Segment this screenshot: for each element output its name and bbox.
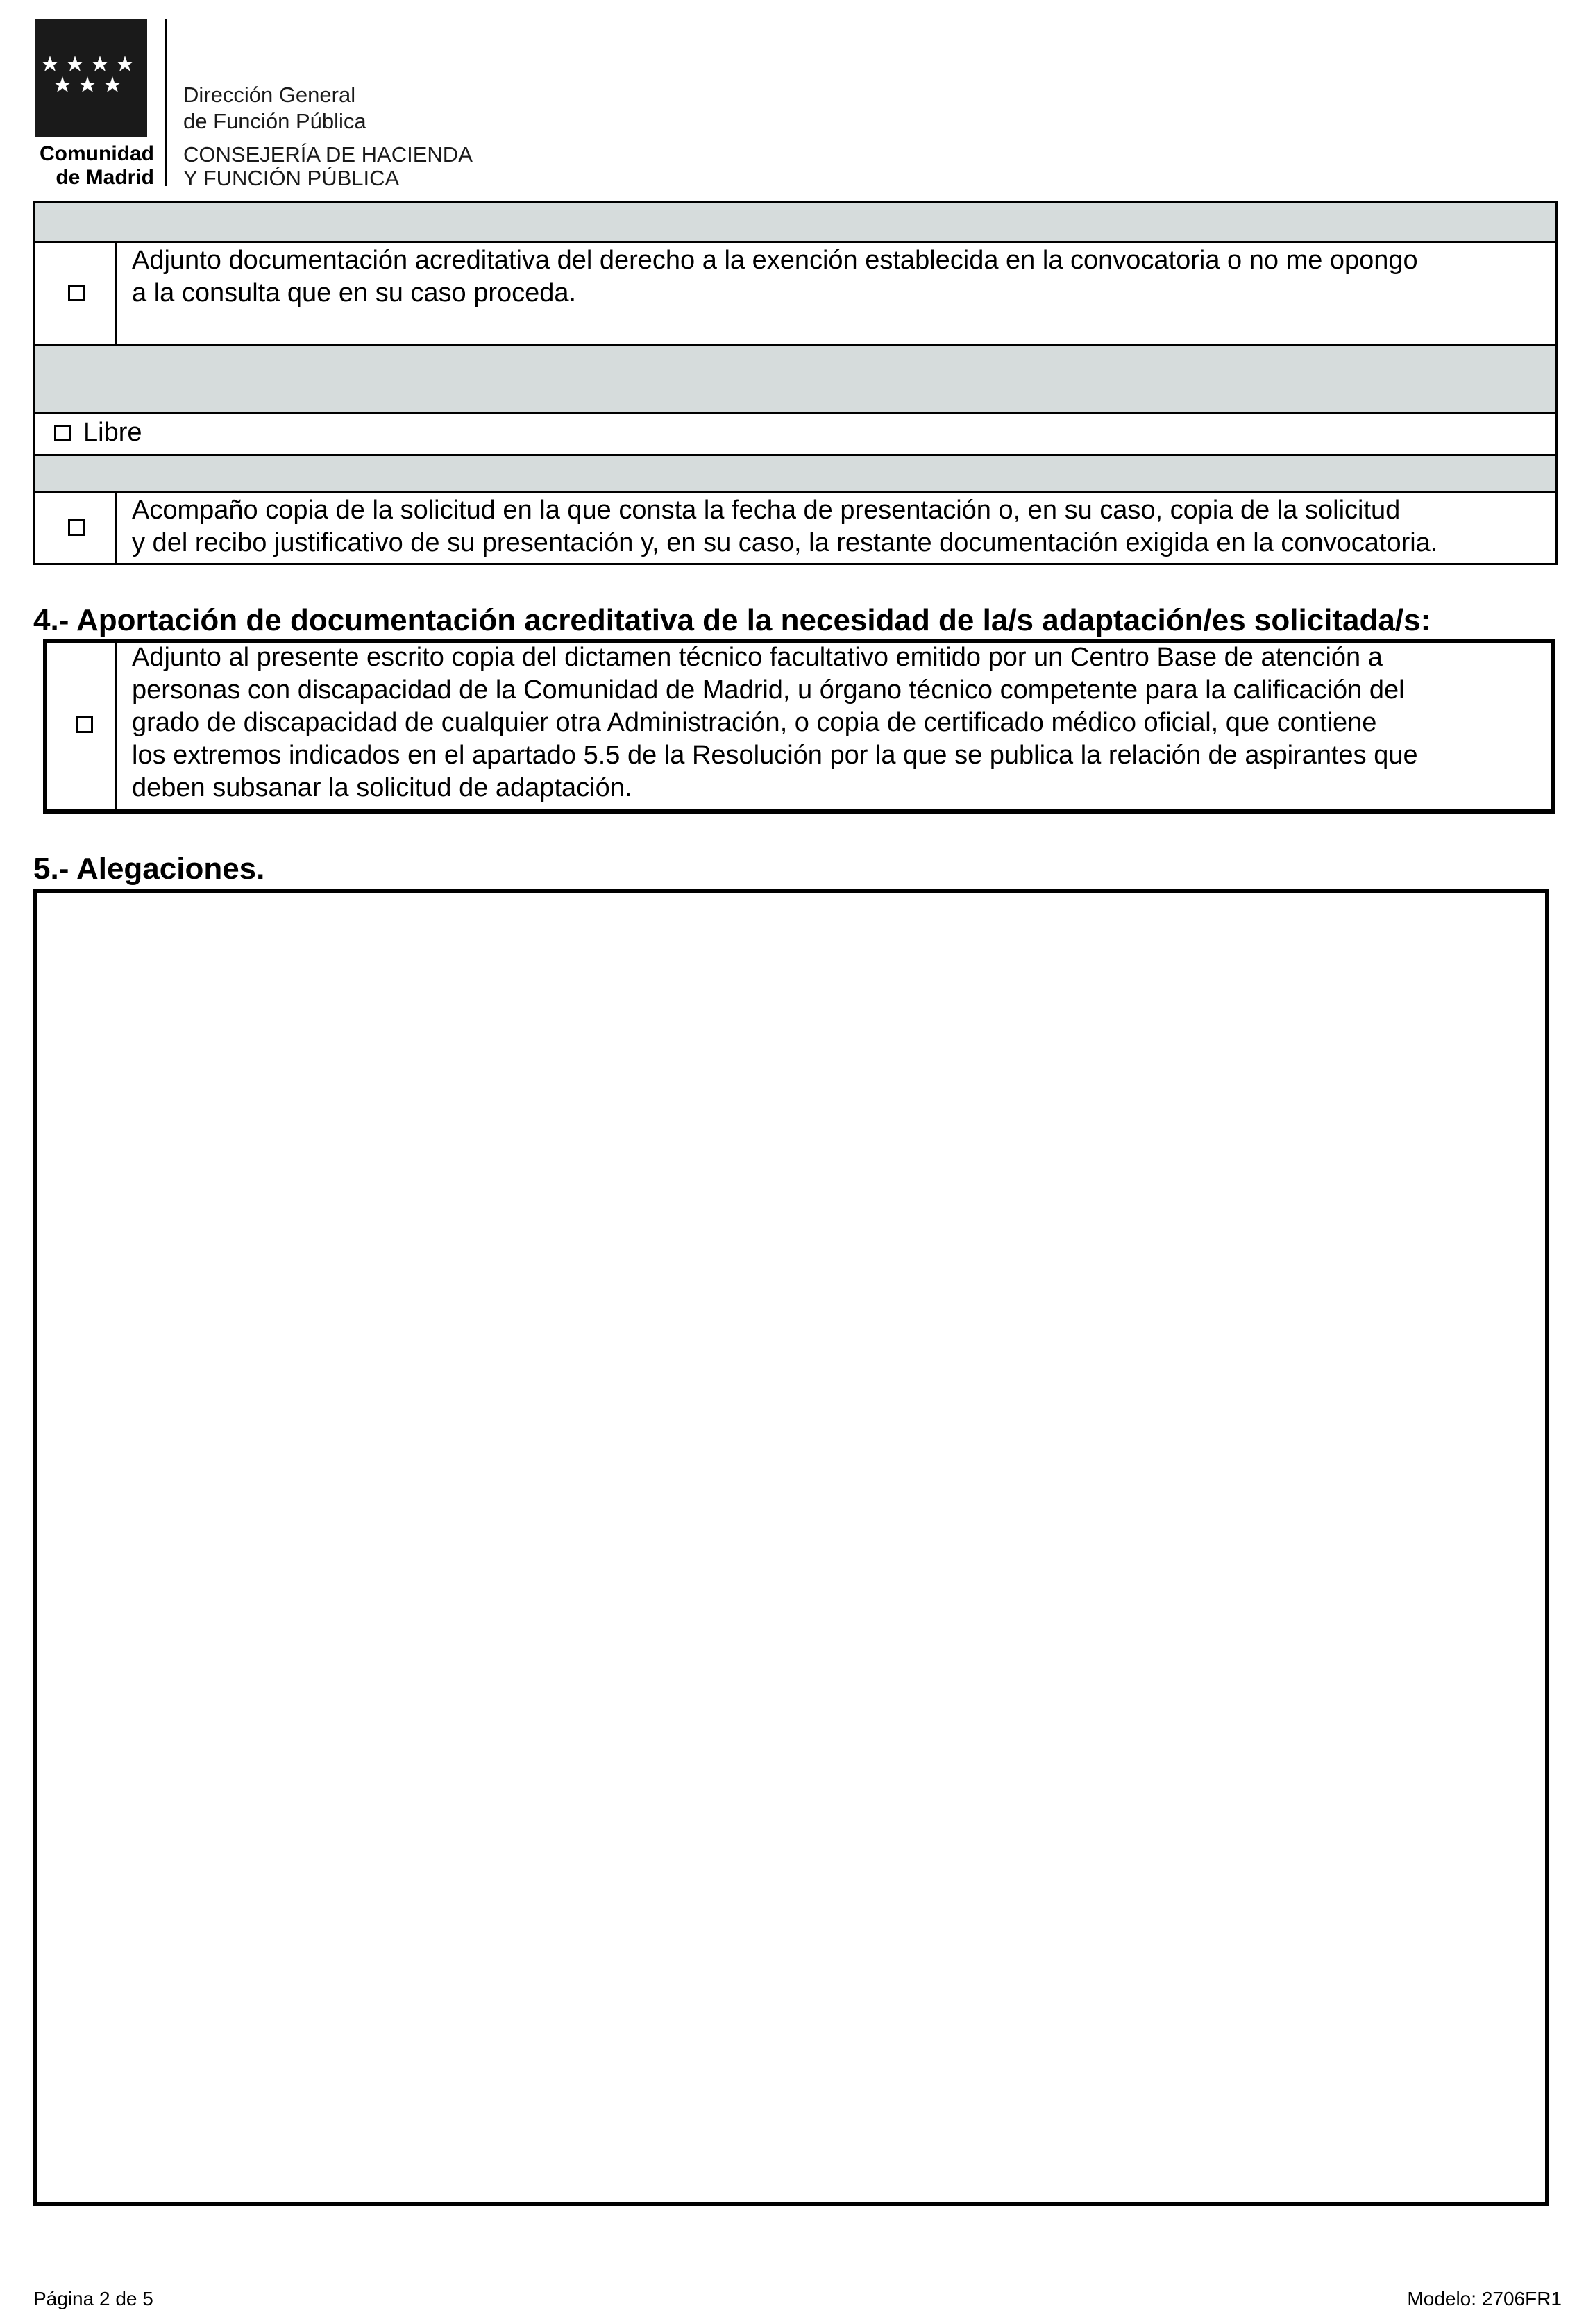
divider (35, 491, 1555, 493)
page-number: Página 2 de 5 (33, 2288, 153, 2309)
logo-text: Comunidad de Madrid (40, 142, 154, 189)
logo-divider (165, 19, 167, 186)
checkbox-libre[interactable] (54, 425, 71, 441)
model-code: Modelo: 2706FR1 (1407, 2288, 1562, 2309)
exemption-text: Adjunto documentación acreditativa del derecho a la exención establecida en la convocatoria o no me opongo a la consulta que en su caso proceda. (132, 246, 1418, 308)
copy-request-text: Acompaño copia de la solicitud en la que consta la fecha de presentación o, en su caso, copia de la solicitud y del recibo justificativo de su presentación y, en su caso, la restante documentación exigida en la convocatoria. (132, 496, 1438, 557)
divider (115, 493, 117, 563)
divider (35, 241, 1555, 243)
technical-report-text: Adjunto al presente escrito copia del dictamen técnico facultativo emitido por un Centro Base de atención a personas con discapacidad de la Comunidad de Madrid, u órgano técnico competente para la calificación del grado de discapacidad de cualquier otra Administración, o copia de certificado médico oficial, que contiene los extremos indicados en el apartado 5.5 de la Resolución por la que se publica la relación de aspirantes que deben subsanar la solicitud de adaptación. (132, 643, 1418, 802)
divider (115, 643, 117, 809)
org-line-2: de Función Pública (183, 109, 366, 133)
checkbox-exemption[interactable] (68, 285, 85, 301)
divider (115, 243, 117, 345)
libre-label: Libre (83, 418, 142, 447)
section-4-title: 4.- Aportación de documentación acreditativa de la necesidad de la/s adaptación/es solicitada/s: (33, 603, 1431, 637)
allegations-textarea[interactable] (33, 889, 1549, 2206)
checkbox-technical-report[interactable] (76, 716, 93, 733)
org-line-4: Y FUNCIÓN PÚBLICA (183, 166, 400, 190)
org-line-3: CONSEJERÍA DE HACIENDA (183, 142, 473, 167)
divider (35, 412, 1555, 414)
grey-header-1 (35, 203, 1555, 242)
madrid-stars-icon (35, 49, 147, 104)
grey-header-3 (35, 456, 1555, 491)
grey-header-2 (35, 346, 1555, 412)
checkbox-copy-request[interactable] (68, 519, 85, 536)
org-line-1: Dirección General (183, 83, 356, 107)
section-5-title: 5.- Alegaciones. (33, 852, 265, 886)
